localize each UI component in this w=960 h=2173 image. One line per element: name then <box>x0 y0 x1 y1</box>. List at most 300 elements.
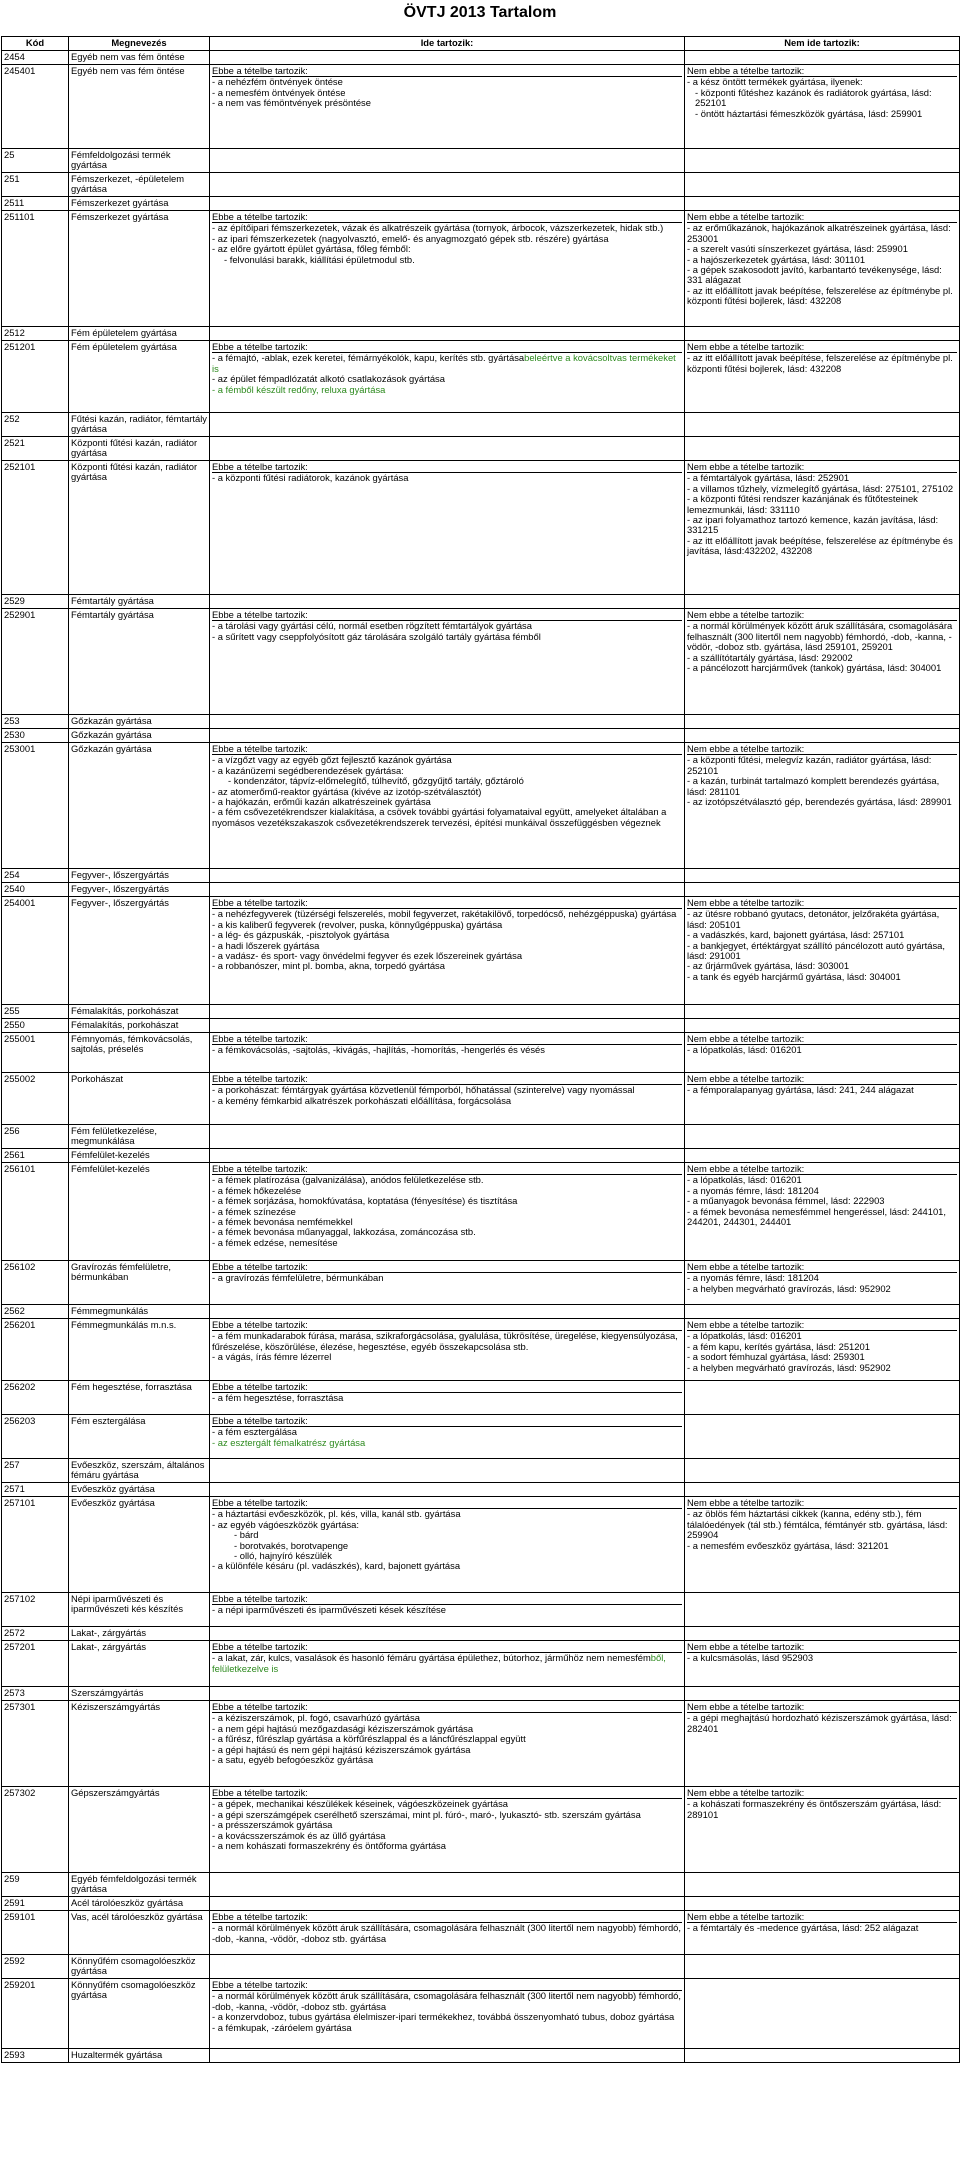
included-cell <box>210 1163 685 1261</box>
line-text: - az atomerőmű-reaktor gyártása (kivéve az izotóp-szétválasztót) <box>212 785 482 797</box>
line-text: Nem ebbe a tételbe tartozik: <box>687 1701 805 1712</box>
line-text: - a fűrész, fűrészlap gyártása a körfűrészlappal és a láncfűrészlappal együtt <box>212 1733 526 1745</box>
line-text: - a nemesfém evőeszköz gyártása, lásd: 321201 <box>687 1539 889 1551</box>
name-cell: Fémfelület-kezelés <box>69 1149 210 1163</box>
name-cell: Vas, acél tárolóeszköz gyártása <box>69 1911 210 1955</box>
line-text: - az előre gyártott épület gyártása, főleg fémből: <box>212 243 411 255</box>
code-cell: 2572 <box>2 1627 69 1641</box>
name-cell: Lakat-, zárgyártás <box>69 1641 210 1687</box>
name-cell: Huzaltermék gyártása <box>69 2049 210 2063</box>
line-item <box>212 1653 682 1674</box>
line-text: Ebbe a tételbe tartozik: <box>212 609 308 620</box>
line-item <box>687 972 957 982</box>
name-cell: Gravírozás fémfelületre, bérmunkában <box>69 1261 210 1305</box>
included-cell <box>210 1701 685 1787</box>
table-row <box>2 1497 960 1593</box>
table-body <box>2 51 960 2063</box>
line-item <box>212 473 682 483</box>
line-item <box>212 1755 682 1765</box>
code-cell: 2530 <box>2 729 69 743</box>
excluded-cell <box>685 729 960 743</box>
table-row <box>2 1701 960 1787</box>
excluded-cell <box>685 461 960 595</box>
line-text: - a hadi lőszerek gyártása <box>212 939 320 951</box>
line-text: - a központi fűtési, melegvíz kazán, radiátor gyártása, lásd: 252101 <box>687 754 932 776</box>
excluded-cell <box>685 149 960 173</box>
line-text: - a lakat, zár, kulcs, vasalások és hasonló fémáru gyártása épülethez, bútorhoz, járműhöz nem nemesfém <box>212 1652 651 1664</box>
line-item <box>687 1713 957 1734</box>
line-text: - olló, hajnyíró készülék <box>234 1550 332 1562</box>
line-text: Ebbe a tételbe tartozik: <box>212 1381 308 1392</box>
code-cell: 2512 <box>2 327 69 341</box>
line-text: Ebbe a tételbe tartozik: <box>212 1497 308 1508</box>
line-text: Ebbe a tételbe tartozik: <box>212 1911 308 1922</box>
table-row <box>2 1163 960 1261</box>
table-row <box>2 461 960 595</box>
line-text: - a nehézfém öntvények öntése <box>212 76 343 88</box>
line-text: - az űrjárművek gyártása, lásd: 303001 <box>687 960 850 972</box>
line-item <box>212 1331 682 1352</box>
line-text: - a tank és egyéb harcjármű gyártása, lásd: 304001 <box>687 970 901 982</box>
line-text: Ebbe a tételbe tartozik: <box>212 1163 308 1174</box>
line-text: - bárd <box>234 1529 259 1541</box>
excluded-cell <box>685 883 960 897</box>
line-text: - a lópatkolás, lásd: 016201 <box>687 1044 802 1056</box>
name-cell: Könnyűfém csomagolóeszköz gyártása <box>69 1955 210 1979</box>
line-text: - a lópatkolás, lásd: 016201 <box>687 1174 802 1186</box>
name-cell: Fémalakítás, porkohászat <box>69 1019 210 1033</box>
line-item <box>687 1541 957 1551</box>
line-text: - a présszerszámok gyártása <box>212 1819 333 1831</box>
excluded-cell <box>685 609 960 715</box>
line-text: - a szállítótartály gyártása, lásd: 292002 <box>687 651 853 663</box>
line-text: - központi fűtéshez kazánok és radiátorok gyártása, lásd: 252101 <box>695 86 932 109</box>
line-text: - az építőipari fémszerkezetek, vázak és alkatrészeik gyártása (tornyok, árbocok, vázszerkezetek, hidak stb.) <box>212 222 664 234</box>
table-row <box>2 1125 960 1149</box>
line-text: - a kis kaliberű fegyverek (revolver, puska, könnyűgéppuska) gyártása <box>212 918 503 930</box>
line-text: Nem ebbe a tételbe tartozik: <box>687 1261 805 1272</box>
table-row <box>2 149 960 173</box>
line-text: - a nyomás fémre, lásd: 181204 <box>687 1184 819 1196</box>
code-cell: 2540 <box>2 883 69 897</box>
line-item <box>687 663 957 673</box>
line-text: - a gépi szerszámgépek cserélhető szerszámai, mint pl. fúró-, maró-, lyukasztó- stb. szerszám gyártása <box>212 1808 641 1820</box>
included-cell <box>210 437 685 461</box>
excluded-cell <box>685 65 960 149</box>
line-text: - a gravírozás fémfelületre, bérmunkában <box>212 1272 384 1284</box>
included-cell <box>210 1415 685 1459</box>
name-cell: Fém épületelem gyártása <box>69 341 210 413</box>
line-text: - az izotópszétválasztó gép, berendezés gyártása, lásd: 289901 <box>687 796 952 808</box>
table-row <box>2 1459 960 1483</box>
line-text: - a fémek bevonása nemfémekkel <box>212 1216 353 1228</box>
line-text: - a sűrített vagy cseppfolyósított gáz tárolására szolgáló tartály gyártása fémből <box>212 630 541 642</box>
line-text: - a fém csővezetékrendszer kialakítása, a csövek további gyártási folyamataival együtt, amelyeket általában a nyomásos vezetékszakaszok csővezetékrendszerek tervezési, építési munkáival összefüggésben végeznek <box>212 806 667 828</box>
line-item <box>212 1561 682 1571</box>
code-cell: 256201 <box>2 1319 69 1381</box>
header-name: Megnevezés <box>69 37 210 51</box>
table-row <box>2 1149 960 1163</box>
code-cell: 252101 <box>2 461 69 595</box>
code-cell: 257101 <box>2 1497 69 1593</box>
table-row <box>2 1261 960 1305</box>
line-text: - a fém esztergálása <box>212 1426 297 1438</box>
line-text: Nem ebbe a tételbe tartozik: <box>687 1073 805 1084</box>
line-text: - a fémek bevonása nemesfémmel hengeréssel, lásd: 244101, 244201, 244301, 244401 <box>687 1205 947 1228</box>
line-text: Nem ebbe a tételbe tartozik: <box>687 341 805 352</box>
line-text: - a fémek bevonása műanyaggal, lakkozása, zománcozása stb. <box>212 1226 476 1238</box>
table-row <box>2 341 960 413</box>
code-cell: 2511 <box>2 197 69 211</box>
line-item <box>212 1393 682 1403</box>
code-cell: 2573 <box>2 1687 69 1701</box>
line-text: - a gépi meghajtású hordozható kéziszerszámok gyártása, lásd: 282401 <box>687 1712 952 1734</box>
line-text: - a tárolási vagy gyártási célú, normál esetben rögzített fémtartályok gyártása <box>212 620 532 632</box>
name-cell: Fémalakítás, porkohászat <box>69 1005 210 1019</box>
line-item <box>687 265 957 286</box>
table-row <box>2 715 960 729</box>
included-cell <box>210 595 685 609</box>
line-text: Ebbe a tételbe tartozik: <box>212 1073 308 1084</box>
line-text: - a nehézfegyverek (tüzérségi felszerelés, mobil fegyverzet, rakétakilövő, torpedócső, nehézgéppuska) gyártása <box>212 908 677 920</box>
code-cell: 257301 <box>2 1701 69 1787</box>
line-text: - a kazánüzemi segédberendezések gyártása: <box>212 764 404 776</box>
highlighted-text: - a fémből készült redőny, reluxa gyártása <box>212 383 386 395</box>
line-text: - a központi fűtési radiátorok, kazánok gyártása <box>212 472 409 484</box>
line-item <box>212 1991 682 2012</box>
table-row <box>2 609 960 715</box>
excluded-cell <box>685 437 960 461</box>
line-text: - a vadászkés, kard, bajonett gyártása, lásd: 257101 <box>687 929 905 941</box>
line-item <box>687 1653 957 1663</box>
included-cell <box>210 1073 685 1125</box>
code-cell: 2592 <box>2 1955 69 1979</box>
line-text: - a helyben megvárható gravírozás, lásd: 952902 <box>687 1282 891 1294</box>
excluded-cell <box>685 341 960 413</box>
included-cell <box>210 1897 685 1911</box>
table-row <box>2 1593 960 1627</box>
name-cell: Gépszerszámgyártás <box>69 1787 210 1873</box>
table-row <box>2 1641 960 1687</box>
included-cell <box>210 413 685 437</box>
line-item <box>687 755 957 776</box>
line-text: - a fémajtó, -ablak, ezek keretei, fémárnyékolók, kapu, kerítés stb. gyártása <box>212 352 525 364</box>
line-text: - a fém hegesztése, forrasztása <box>212 1392 344 1404</box>
line-text: - az épület fémpadlózatát alkotó csatlakozások gyártása <box>212 373 445 385</box>
name-cell: Fémtartály gyártása <box>69 595 210 609</box>
line-text: - a nyomás fémre, lásd: 181204 <box>687 1272 819 1284</box>
line-item <box>212 385 682 395</box>
table-row <box>2 327 960 341</box>
line-text: Ebbe a tételbe tartozik: <box>212 65 308 76</box>
included-cell <box>210 1459 685 1483</box>
code-cell: 2593 <box>2 2049 69 2063</box>
name-cell: Szerszámgyártás <box>69 1687 210 1701</box>
included-cell <box>210 1955 685 1979</box>
line-text: - a lópatkolás, lásd: 016201 <box>687 1330 802 1342</box>
excluded-cell <box>685 1627 960 1641</box>
code-cell: 257201 <box>2 1641 69 1687</box>
line-text: - a kovácsszerszámok és az üllő gyártása <box>212 1829 386 1841</box>
line-item <box>687 1923 957 1933</box>
included-cell <box>210 897 685 1005</box>
line-text: - kondenzátor, tápvíz-előmelegítő, túlhevítő, gőzgyűjtő tartály, gőztároló <box>228 775 524 787</box>
included-cell <box>210 1911 685 1955</box>
excluded-cell <box>685 413 960 437</box>
included-cell <box>210 1787 685 1873</box>
excluded-cell <box>685 1459 960 1483</box>
line-text: - a kész öntött termékek gyártása, ilyenek: <box>687 76 863 88</box>
code-cell: 252 <box>2 413 69 437</box>
line-text: - a különféle késáru (pl. vadászkés), kard, bajonett gyártása <box>212 1560 461 1572</box>
line-text: - a nem gépi hajtású mezőgazdasági kéziszerszámok gyártása <box>212 1722 474 1734</box>
included-cell <box>210 197 685 211</box>
included-cell <box>210 1627 685 1641</box>
excluded-cell <box>685 897 960 1005</box>
table-row <box>2 897 960 1005</box>
name-cell: Fém esztergálása <box>69 1415 210 1459</box>
line-item <box>212 1273 682 1283</box>
line-text: - az ütésre robbanó gyutacs, detonátor, jelzőrakéta gyártása, lásd: 205101 <box>687 908 940 930</box>
name-cell: Központi fűtési kazán, radiátor gyártása <box>69 437 210 461</box>
line-text: - a robbanószer, mint pl. bomba, akna, torpedó gyártása <box>212 960 445 972</box>
included-cell <box>210 1149 685 1163</box>
included-cell <box>210 1261 685 1305</box>
line-text: - a fém munkadarabok fúrása, marása, szikraforgácsolása, gyalulása, tükrösítése, üregelése, kiegyensúlyozása, fűrészelése, köszörülése, élezése, hegesztése, egyéb összekapcsolása stb. <box>212 1330 678 1352</box>
line-text: - az ipari fémszerkezetek (nagyolvasztó, emelő- és anyagmozgató gépek stb. részére) gyártása <box>212 232 609 244</box>
line-text: Nem ebbe a tételbe tartozik: <box>687 1497 805 1508</box>
line-text: - a satu, egyéb befogóeszköz gyártása <box>212 1754 374 1766</box>
included-cell <box>210 1593 685 1627</box>
name-cell: Fémnyomás, fémkovácsolás, sajtolás, préselés <box>69 1033 210 1073</box>
line-text: - az egyéb vágóeszközök gyártása: <box>212 1518 359 1530</box>
table-row <box>2 869 960 883</box>
header-included: Ide tartozik: <box>210 37 685 51</box>
code-cell: 256203 <box>2 1415 69 1459</box>
line-text: - a fémek hőkezelése <box>212 1184 302 1196</box>
excluded-cell <box>685 1261 960 1305</box>
line-text: Nem ebbe a tételbe tartozik: <box>687 1787 805 1798</box>
table-row <box>2 1687 960 1701</box>
excluded-cell <box>685 1019 960 1033</box>
included-cell <box>210 149 685 173</box>
line-text: - az öblös fém háztartási cikkek (kanna, edény stb.), fém tálalóedények (tál stb.) fémtálca, fémtányér stb. gyártása, lásd: 259904 <box>687 1508 948 1541</box>
line-text: - a vízgőzt vagy az egyéb gőzt fejlesztő kazánok gyártása <box>212 754 452 766</box>
line-item <box>212 1438 682 1448</box>
line-item <box>687 223 957 244</box>
line-text: - a fémkupak, -záróelem gyártása <box>212 2021 352 2033</box>
included-cell <box>210 1005 685 1019</box>
name-cell: Fémszerkezet gyártása <box>69 197 210 211</box>
line-text: Ebbe a tételbe tartozik: <box>212 1415 308 1426</box>
line-text: Nem ebbe a tételbe tartozik: <box>687 65 805 76</box>
excluded-cell <box>685 2049 960 2063</box>
code-cell: 257302 <box>2 1787 69 1873</box>
line-text: Ebbe a tételbe tartozik: <box>212 897 308 908</box>
line-item <box>687 941 957 962</box>
line-item <box>212 1520 682 1530</box>
line-text: Ebbe a tételbe tartozik: <box>212 1261 308 1272</box>
name-cell: Fémtartály gyártása <box>69 609 210 715</box>
excluded-cell <box>685 1911 960 1955</box>
line-text: - a hajószerkezetek gyártása, lásd: 301101 <box>687 253 866 265</box>
table-row <box>2 883 960 897</box>
name-cell: Evőeszköz gyártása <box>69 1483 210 1497</box>
excluded-cell <box>685 1701 960 1787</box>
excluded-cell <box>685 1593 960 1627</box>
name-cell: Fém hegesztése, forrasztása <box>69 1381 210 1415</box>
line-text: - a népi iparművészeti és iparművészeti kések készítése <box>212 1604 446 1616</box>
line-text: - a gépek szakosodott javító, karbantartó tevékenysége, lásd: 331 alágazat <box>687 264 942 286</box>
table-row <box>2 1033 960 1073</box>
line-item <box>687 776 957 797</box>
name-cell: Fémfelület-kezelés <box>69 1163 210 1261</box>
line-item <box>687 1363 957 1373</box>
line-item <box>687 797 957 807</box>
line-item <box>687 1207 957 1228</box>
line-text: - a nem vas fémöntvények présöntése <box>212 97 371 109</box>
line-item <box>212 98 682 108</box>
name-cell: Evőeszköz, szerszám, általános fémáru gyártása <box>69 1459 210 1483</box>
table-row <box>2 1483 960 1497</box>
excluded-cell <box>685 715 960 729</box>
line-text: Nem ebbe a tételbe tartozik: <box>687 1911 805 1922</box>
line-text: Ebbe a tételbe tartozik: <box>212 1319 308 1330</box>
included-cell <box>210 1125 685 1149</box>
line-text: - a kéziszerszámok, pl. fogó, csavarhúzó gyártása <box>212 1712 420 1724</box>
code-cell: 2550 <box>2 1019 69 1033</box>
code-cell: 254 <box>2 869 69 883</box>
table-header-row <box>2 37 960 51</box>
table-row <box>2 1381 960 1415</box>
name-cell: Fegyver-, lőszergyártás <box>69 897 210 1005</box>
included-cell <box>210 327 685 341</box>
line-text: Ebbe a tételbe tartozik: <box>212 1979 308 1990</box>
line-item <box>212 2023 682 2033</box>
code-cell: 255002 <box>2 1073 69 1125</box>
line-text: - a vágás, írás fémre lézerrel <box>212 1351 332 1363</box>
included-cell <box>210 1381 685 1415</box>
line-text: - a fémek edzése, nemesítése <box>212 1236 338 1248</box>
line-text: - az itt előállított javak beépítése, felszerelése az építménybe és javítása, lásd:432202, 432208 <box>687 534 953 557</box>
line-text: - a gépi hajtású és nem gépi hajtású kéziszerszámok gyártása <box>212 1743 471 1755</box>
line-text: - a fémtartály és -medence gyártása, lásd: 252 alágazat <box>687 1922 919 1934</box>
header-code: Kód <box>2 37 69 51</box>
line-item <box>687 515 957 536</box>
line-text: Ebbe a tételbe tartozik: <box>212 461 308 472</box>
excluded-cell <box>685 743 960 869</box>
name-cell: Porkohászat <box>69 1073 210 1125</box>
code-cell: 2591 <box>2 1897 69 1911</box>
line-text: Nem ebbe a tételbe tartozik: <box>687 1163 805 1174</box>
code-cell: 2521 <box>2 437 69 461</box>
code-cell: 251 <box>2 173 69 197</box>
name-cell: Fémszerkezet gyártása <box>69 211 210 327</box>
line-text: - a nem kohászati formaszekrény és öntőforma gyártása <box>212 1840 446 1852</box>
line-item <box>687 1045 957 1055</box>
code-cell: 2562 <box>2 1305 69 1319</box>
line-item <box>687 909 957 930</box>
included-cell <box>210 1641 685 1687</box>
line-text: - a kemény fémkarbid alkatrészek porkohászati előállítása, forgácsolása <box>212 1094 512 1106</box>
line-text: - a központi fűtési rendszer kazánjának és fűtőtesteinek lemezmunkái, lásd: 331110 <box>687 493 918 515</box>
line-item <box>687 286 957 307</box>
line-item <box>687 109 957 119</box>
code-cell: 255 <box>2 1005 69 1019</box>
line-text: - a villamos tűzhely, vízmelegítő gyártása, lásd: 275101, 275102 <box>687 482 954 494</box>
included-cell <box>210 1497 685 1593</box>
line-item <box>212 1605 682 1615</box>
line-text: - öntött háztartási fémeszközök gyártása, lásd: 259901 <box>695 107 923 119</box>
excluded-cell <box>685 1125 960 1149</box>
name-cell: Egyéb fémfeldolgozási termék gyártása <box>69 1873 210 1897</box>
excluded-cell <box>685 1415 960 1459</box>
highlighted-text: ből, felületkezelve is <box>212 1652 666 1674</box>
excluded-cell <box>685 51 960 65</box>
name-cell: Lakat-, zárgyártás <box>69 1627 210 1641</box>
table-row <box>2 413 960 437</box>
table-row <box>2 729 960 743</box>
included-cell <box>210 51 685 65</box>
table-row <box>2 1005 960 1019</box>
header-excluded: Nem ide tartozik: <box>685 37 960 51</box>
line-text: - az itt előállított javak beépítése, felszerelése az építménybe pl. központi fűtési bojlerek, lásd: 432208 <box>687 352 953 374</box>
included-cell <box>210 65 685 149</box>
line-item <box>687 353 957 374</box>
excluded-cell <box>685 1641 960 1687</box>
included-cell <box>210 715 685 729</box>
code-cell: 255001 <box>2 1033 69 1073</box>
line-text: - a fémtartályok gyártása, lásd: 252901 <box>687 472 850 484</box>
document-title: ÖVTJ 2013 Tartalom <box>403 4 557 21</box>
included-cell <box>210 1483 685 1497</box>
table-row <box>2 2049 960 2063</box>
excluded-cell <box>685 197 960 211</box>
table-row <box>2 1955 960 1979</box>
line-text: Ebbe a tételbe tartozik: <box>212 1701 308 1712</box>
name-cell: Kéziszerszámgyártás <box>69 1701 210 1787</box>
table-row <box>2 437 960 461</box>
name-cell: Fémmegmunkálás <box>69 1305 210 1319</box>
included-cell <box>210 729 685 743</box>
line-text: Ebbe a tételbe tartozik: <box>212 1593 308 1604</box>
name-cell: Evőeszköz gyártása <box>69 1497 210 1593</box>
excluded-cell <box>685 1073 960 1125</box>
line-text: - a bankjegyet, értéktárgyat szállító páncélozott autó gyártása, lásd: 291001 <box>687 939 945 962</box>
code-cell: 245401 <box>2 65 69 149</box>
line-text: Ebbe a tételbe tartozik: <box>212 211 308 222</box>
table-row <box>2 173 960 197</box>
line-text: - a konzervdoboz, tubus gyártása élelmiszer-ipari termékekhez, továbbá összenyomható tubus, doboz gyártása <box>212 2011 675 2023</box>
line-item <box>687 88 957 109</box>
name-cell: Fém felületkezelése, megmunkálása <box>69 1125 210 1149</box>
code-cell: 252901 <box>2 609 69 715</box>
line-text: - a helyben megvárható gravírozás, lásd: 952902 <box>687 1361 891 1373</box>
line-text: Ebbe a tételbe tartozik: <box>212 1641 308 1652</box>
line-item <box>212 1841 682 1851</box>
code-cell: 259101 <box>2 1911 69 1955</box>
line-item <box>212 632 682 642</box>
line-text: - a fémek platírozása (galvanizálása), anódos felületkezelése stb. <box>212 1174 484 1186</box>
line-text: - a fémporalapanyag gyártása, lásd: 241, 244 alágazat <box>687 1084 914 1096</box>
code-cell: 2454 <box>2 51 69 65</box>
line-text: - az itt előállított javak beépítése, felszerelése az építménybe pl. központi fűtési bojlerek, lásd: 432208 <box>687 284 953 307</box>
line-text: - a sodort fémhuzal gyártása, lásd: 259301 <box>687 1351 865 1363</box>
line-item <box>687 536 957 557</box>
code-cell: 2529 <box>2 595 69 609</box>
line-text: - a háztartási evőeszközök, pl. kés, villa, kanál stb. gyártása <box>212 1508 461 1520</box>
excluded-cell <box>685 1897 960 1911</box>
